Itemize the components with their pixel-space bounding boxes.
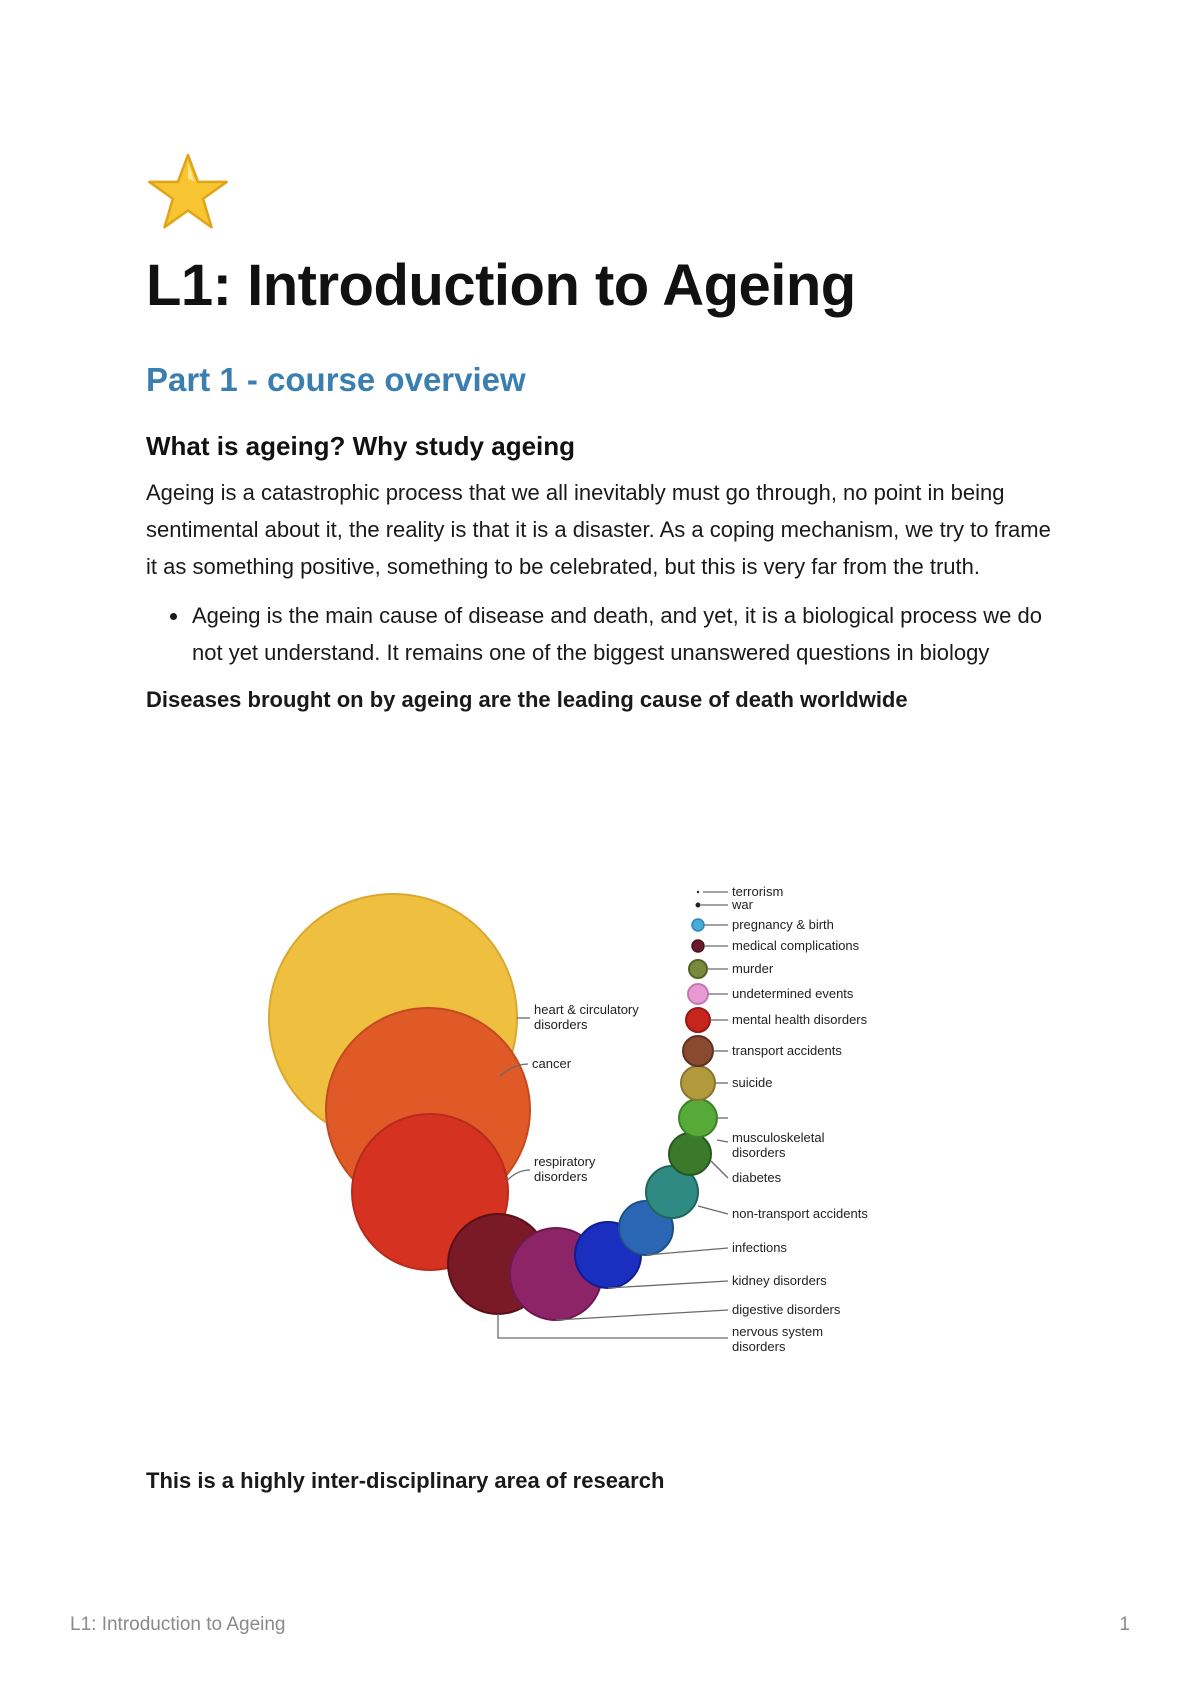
- label-musculoskeletal: musculoskeletal disorders: [732, 1130, 825, 1160]
- bubble-figure-svg: [258, 870, 918, 1390]
- bubble-diabetes: [669, 1133, 711, 1175]
- subheading: What is ageing? Why study ageing: [146, 431, 576, 462]
- page-title: L1: Introduction to Ageing: [146, 253, 856, 318]
- label-undetermined: undetermined events: [732, 986, 854, 1001]
- label-nervous: nervous system disorders: [732, 1324, 824, 1354]
- bubble-murder: [689, 960, 707, 978]
- page-footer: [70, 1614, 1130, 1636]
- bold-statement: Diseases brought on by ageing are the leading cause of death worldwide: [146, 687, 908, 713]
- page-number: 1: [1119, 1614, 1130, 1635]
- bullet-item: • Ageing is the main cause of disease and death, and yet, it is a biological process we do not yet understand. It remains one of the biggest unanswered questions in biology: [190, 597, 1066, 671]
- intro-paragraph: Ageing is a catastrophic process that we all inevitably must go through, no point in being sentimental about it, the reality is that it is a disaster. As a coping mechanism, we try to frame it as something positive, something to be celebrated, but this is very far from the truth.: [146, 480, 1051, 580]
- causes-of-death-bubble-figure: [258, 870, 918, 1390]
- bubble-transport: [683, 1036, 713, 1066]
- label-diabetes: diabetes: [732, 1170, 782, 1185]
- bubble-pregnancy: [692, 919, 704, 931]
- label-respiratory: respiratory disorders: [534, 1154, 596, 1184]
- label-suicide: suicide: [732, 1075, 773, 1090]
- label-cancer: cancer: [532, 1056, 572, 1071]
- bubble-musculoskeletal: [679, 1099, 717, 1137]
- label-digestive: digestive disorders: [732, 1302, 841, 1317]
- label-war: war: [732, 897, 753, 912]
- label-terrorism: terrorism: [732, 884, 784, 899]
- document-body: [146, 150, 1066, 715]
- label-pregnancy: pregnancy & birth: [732, 917, 834, 932]
- label-transport: transport accidents: [732, 1043, 842, 1058]
- section-heading: Part 1 - course overview: [146, 360, 526, 398]
- star-icon: [146, 150, 230, 234]
- footer-title: L1: Introduction to Ageing: [70, 1614, 286, 1635]
- bubble-medical: [692, 940, 704, 952]
- bubble-terrorism: [697, 891, 699, 893]
- label-infections: infections: [732, 1240, 787, 1255]
- bubble-mental: [686, 1008, 710, 1032]
- label-medical: medical complications: [732, 938, 860, 953]
- bubble-suicide: [681, 1066, 715, 1100]
- bubble-war: [696, 903, 701, 908]
- label-murder: murder: [732, 961, 774, 976]
- bullet-list: [146, 597, 1066, 671]
- label-heart: heart & circulatory disorders: [534, 1002, 639, 1032]
- label-mental: mental health disorders: [732, 1012, 868, 1027]
- label-nontransport: non-transport accidents: [732, 1206, 868, 1221]
- label-kidney: kidney disorders: [732, 1273, 827, 1288]
- bubble-undetermined: [688, 984, 708, 1004]
- bold-statement-2: This is a highly inter-disciplinary area of research: [146, 1468, 665, 1493]
